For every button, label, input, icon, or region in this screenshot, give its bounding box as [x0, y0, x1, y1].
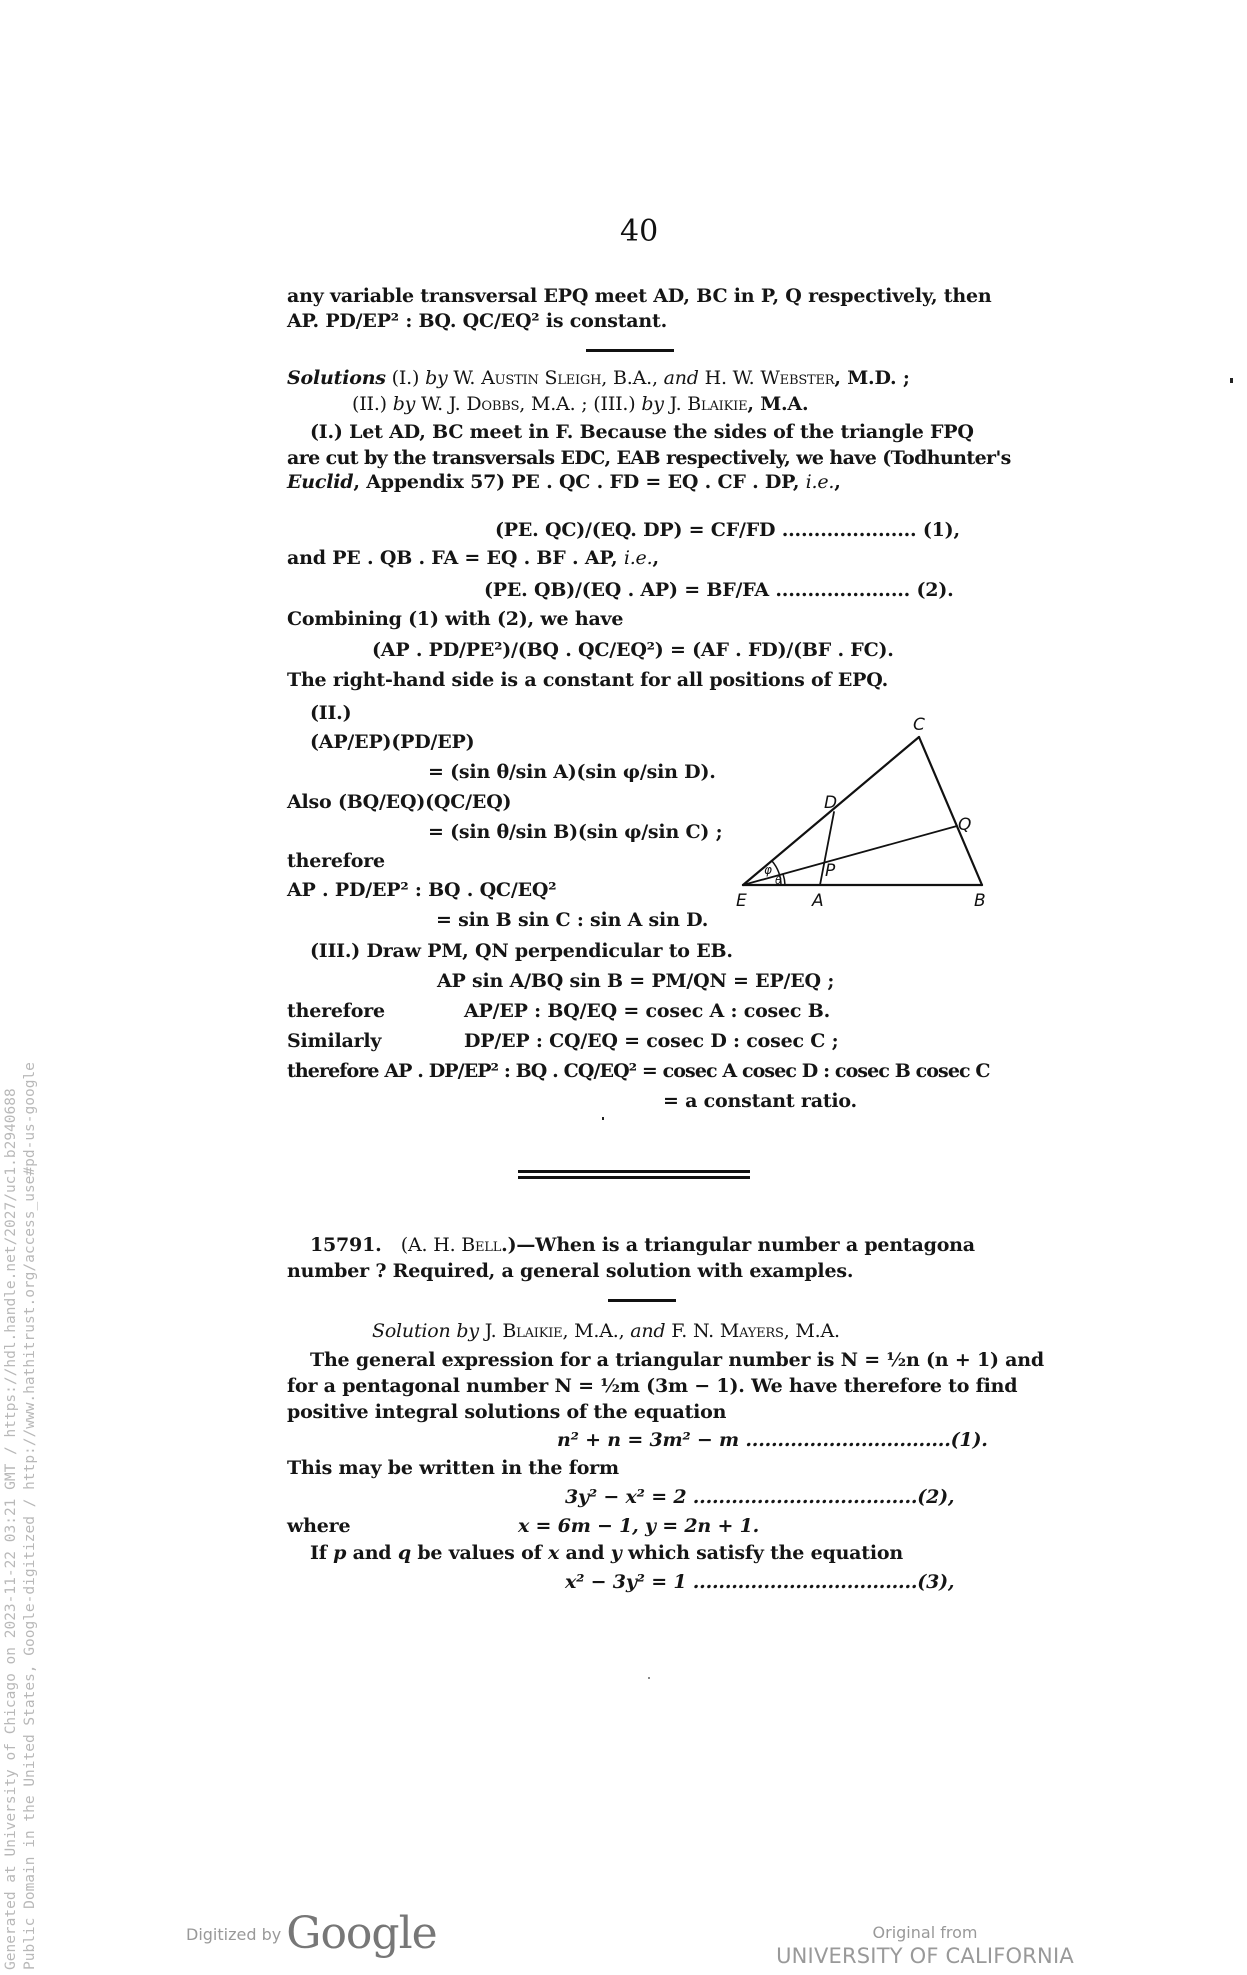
institution-name: UNIVERSITY OF CALIFORNIA [776, 1944, 1074, 1968]
problem-tail-line-1: any variable transversal EPQ meet AD, BC in P, Q respectively, then [287, 285, 992, 307]
hathitrust-watermark [2, 1062, 40, 1970]
sol15791-eq-1: n² + n = 3m² − m ................................(1). [557, 1429, 988, 1451]
sol2-line-6: AP . PD/EP² : BQ . QC/EQ² [287, 879, 557, 901]
scan-speck [1230, 378, 1233, 383]
punct: , [652, 547, 659, 569]
degree: , M.A. [747, 393, 809, 415]
sol3-line-1: (III.) Draw PM, QN perpendicular to EB. [310, 940, 733, 962]
author-bell: Bell [461, 1234, 502, 1256]
sol1-text: , Appendix 57) PE . QC . FD = EQ . CF . DP, [353, 471, 806, 493]
triangle-figure [720, 700, 1000, 920]
sol3-line-5: therefore AP . DP/EP² : BQ . CQ/EQ² = cosec A cosec D : cosec B cosec C [287, 1060, 990, 1082]
author-blaikie: Blaikie [687, 393, 748, 415]
text: and [559, 1542, 611, 1564]
sol1-eq-2: (PE. QB)/(EQ . AP) = BF/FA ..................... (2). [484, 579, 954, 601]
google-logo: Google [286, 1908, 437, 1959]
solutions-header-line-1 [287, 366, 910, 390]
sol1-eq-1: (PE. QC)/(EQ. DP) = CF/FD ..................... (1), [495, 519, 960, 541]
scan-speck [648, 1677, 650, 1679]
angle-theta-arc [783, 874, 785, 885]
author-mayers: Mayers [719, 1320, 784, 1342]
sol1-line-6: The right-hand side is a constant for all positions of EPQ. [287, 669, 889, 691]
text: which satisfy the equation [621, 1542, 903, 1564]
var-x: x [547, 1542, 560, 1564]
label-B: B [974, 891, 986, 911]
solution-label: Solution [372, 1320, 451, 1342]
sol1-line-5: Combining (1) with (2), we have [287, 608, 624, 630]
solutions-label: Solutions [287, 367, 386, 389]
sol1-line-4 [287, 546, 659, 570]
sol2-line-7: = sin B sin C : sin A sin D. [436, 909, 709, 931]
sol-num-2: (II.) [352, 393, 393, 415]
initial: H. W. [698, 367, 761, 389]
problem-tail-line-2: AP. PD/EP² : BQ. QC/EQ² is constant. [287, 310, 667, 332]
by-word: by [392, 393, 416, 415]
label-phi: φ [764, 863, 772, 877]
sol3-line-2: AP sin A/BQ sin B = PM/QN = EP/EQ ; [437, 970, 835, 992]
and-word: and [663, 367, 699, 389]
sol15791-line-1: The general expression for a triangular number is N = ½n (n + 1) and [310, 1349, 1044, 1371]
sol3-line-6: = a constant ratio. [663, 1090, 857, 1112]
by-word: by [641, 393, 664, 415]
sol1-line-3 [287, 470, 841, 494]
sol1-line-1: (I.) Let AD, BC meet in F. Because the sides of the triangle FPQ [310, 421, 974, 443]
author-blaikie: Blaikie [502, 1320, 563, 1342]
author-dobbs: Dobbs [466, 393, 520, 415]
sol15791-line-2: for a pentagonal number N = ½m (3m − 1). We have therefore to find [287, 1375, 1018, 1397]
initial: F. N. [665, 1320, 720, 1342]
sol3-line-4: DP/EP : CQ/EQ = cosec D : cosec C ; [464, 1030, 839, 1052]
sol15791-eq-2: 3y² − x² = 2 ...................................(2), [565, 1486, 955, 1508]
line-CB [919, 737, 982, 885]
degree: , M.D. ; [834, 367, 910, 389]
ie: i.e. [805, 471, 835, 493]
initial: J. [478, 1320, 503, 1342]
sol2-line-3: Also (BQ/EQ)(QC/EQ) [287, 791, 512, 813]
original-from [770, 1923, 1080, 1969]
label-P: P [825, 861, 836, 881]
sol15791-line-3: positive integral solutions of the equation [287, 1401, 727, 1423]
sol15791-line-6 [310, 1541, 903, 1565]
sol3-label-therefore: therefore [287, 1000, 385, 1022]
var-q: q [397, 1542, 411, 1564]
author-open: (A. H. [400, 1234, 462, 1256]
watermark-line-2: Public Domain in the United States, Google-digitized / http://www.hathitrust.org/access_use#pd-us-google [22, 1062, 38, 1970]
sol15791-substitution: x = 6m − 1, y = 2n + 1. [518, 1515, 760, 1537]
watermark-line-1: Generated at University of Chicago on 2023-11-22 03:21 GMT / https://hdl.handle.net/2027/uc1.b2940688 [3, 1088, 19, 1970]
author-sleigh: Austin Sleigh [481, 367, 602, 389]
initial: J. [663, 393, 688, 415]
sol3-line-3: AP/EP : BQ/EQ = cosec A : cosec B. [464, 1000, 830, 1022]
sol2-line-2: = (sin θ/sin A)(sin φ/sin D). [428, 761, 716, 783]
text: be values of [410, 1542, 548, 1564]
degree: , M.A. [783, 1320, 840, 1342]
short-rule [608, 1299, 676, 1302]
problem-15791-line-2: number ? Required, a general solution with examples. [287, 1260, 854, 1282]
label-D: D [824, 793, 838, 813]
euclid-title: Euclid [287, 471, 354, 493]
page-number: 40 [620, 214, 659, 249]
sol15791-eq-3: x² − 3y² = 1 ...................................(3), [565, 1571, 955, 1593]
var-p: p [333, 1542, 347, 1564]
degree: , B.A., [601, 367, 664, 389]
text: and [346, 1542, 398, 1564]
sol15791-line-4: This may be written in the form [287, 1457, 619, 1479]
problem-15791-line-1 [310, 1233, 975, 1257]
sol15791-where: where [287, 1515, 351, 1537]
sol1-line-2: are cut by the transversals EDC, EAB respectively, we have (Todhunter's [287, 447, 1011, 469]
sol-num-1: (I.) [385, 367, 426, 389]
label-A: A [812, 891, 824, 911]
sol3-label-similarly: Similarly [287, 1030, 382, 1052]
sol1-text: and PE . QB . FA = EQ . BF . AP, [287, 547, 624, 569]
label-E: E [736, 891, 747, 911]
sol2-line-5: therefore [287, 850, 385, 872]
and-word: and [630, 1320, 666, 1342]
punct: , [834, 471, 841, 493]
sol1-eq-3: (AP . PD/PE²)/(BQ . QC/EQ²) = (AF . FD)/(BF . FC). [372, 639, 894, 661]
author-webster: Webster [760, 367, 835, 389]
digitized-by-google [186, 1908, 437, 1959]
text: If [310, 1542, 334, 1564]
initial: W. J. [415, 393, 467, 415]
sol2-line-1: (AP/EP)(PD/EP) [310, 731, 475, 753]
problem-number: 15791. [310, 1234, 382, 1256]
ie: i.e. [623, 547, 653, 569]
digitized-by-label: Digitized by [186, 1925, 282, 1944]
label-theta: θ [775, 874, 782, 887]
sol2-line-4: = (sin θ/sin B)(sin φ/sin C) ; [428, 821, 723, 843]
solution-15791-header [372, 1319, 840, 1343]
label-C: C [913, 715, 925, 735]
scan-speck [602, 1117, 604, 1120]
original-from-label: Original from [872, 1923, 978, 1942]
by-word: by [425, 367, 448, 389]
solutions-header-line-2 [352, 392, 808, 416]
degree: , M.A. ; (III.) [519, 393, 642, 415]
short-rule [586, 349, 674, 352]
degree: , M.A., [562, 1320, 631, 1342]
problem-text: .)—When is a triangular number a pentagona [501, 1234, 975, 1256]
section-double-rule [518, 1170, 750, 1179]
sol2-label: (II.) [310, 702, 352, 724]
by-word: by [450, 1320, 479, 1342]
label-Q: Q [958, 815, 972, 835]
initial: W. [447, 367, 482, 389]
var-y: y [610, 1542, 622, 1564]
